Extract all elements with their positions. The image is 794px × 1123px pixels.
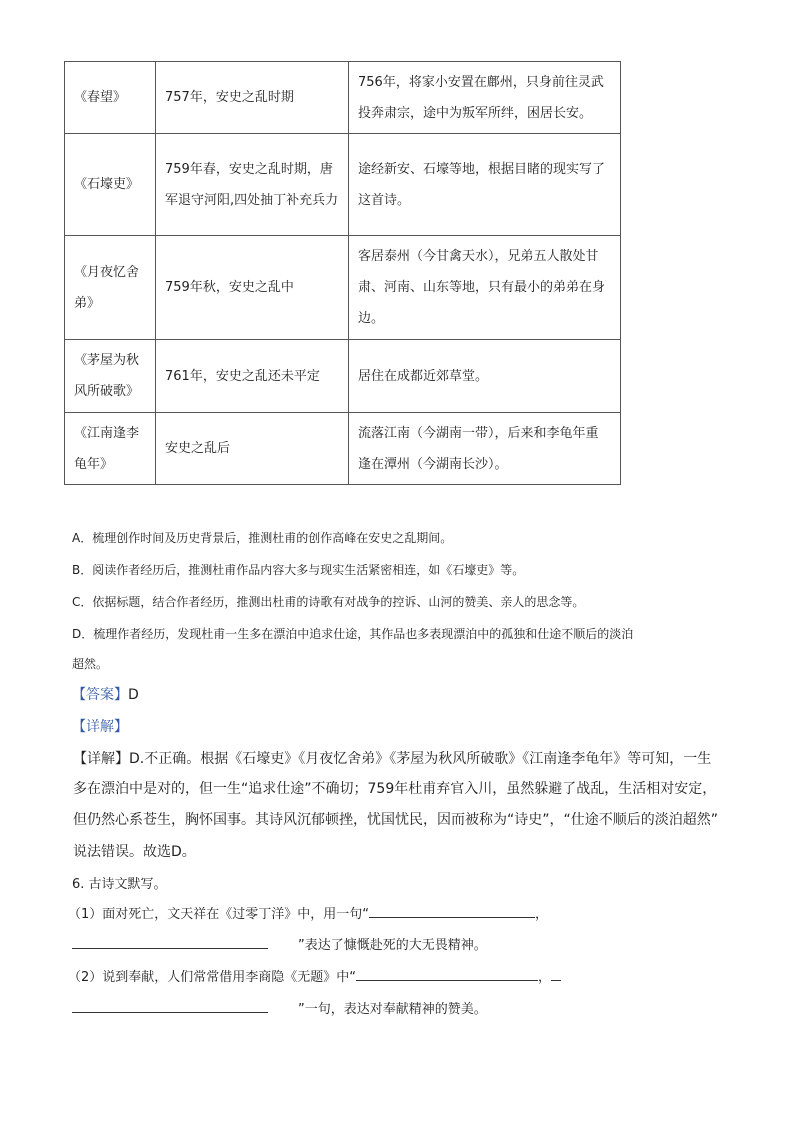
answer-blank[interactable] bbox=[551, 966, 561, 981]
experience-cell: 756年，将家小安置在鄜州，只身前往灵武投奔肃宗，途中为叛军所绊，困居长安。 bbox=[349, 62, 621, 134]
table-row bbox=[65, 62, 621, 134]
question-6-2-tail: ”一句，表达对奉献精神的赞美。 bbox=[298, 1002, 487, 1017]
table-row bbox=[65, 340, 621, 413]
answer-blank[interactable] bbox=[356, 966, 538, 981]
question-6-2-line2 bbox=[72, 998, 487, 1017]
option-c: C．依据标题，结合作者经历，推测出杜甫的诗歌有对战争的控诉、山河的赞美、亲人的思念等。 bbox=[72, 595, 585, 609]
answer-blank[interactable] bbox=[72, 934, 268, 949]
time-cell: 761年，安史之乱还未平定 bbox=[156, 340, 349, 413]
time-cell: 安史之乱后 bbox=[156, 413, 349, 485]
table-row bbox=[65, 134, 621, 236]
poem-title-cell: 《月夜忆舍弟》 bbox=[65, 236, 156, 340]
poem-title-cell: 《石壕吏》 bbox=[65, 134, 156, 236]
background-table bbox=[64, 61, 621, 485]
question-6-2-prompt: （2）说到奉献，人们常常借用李商隐《无题》中“ bbox=[68, 970, 357, 985]
answer-blank[interactable] bbox=[72, 998, 268, 1013]
table-row bbox=[65, 236, 621, 340]
explain-line-2: 多在漂泊中是对的，但一生“追求仕途”不确切；759年杜甫弃官入川，虽然躲避了战乱，生活相对安定， bbox=[73, 781, 717, 797]
experience-cell: 客居泰州（今甘禽天水），兄弟五人散处甘肃、河南、山东等地，只有最小的弟弟在身边。 bbox=[349, 236, 621, 340]
time-cell: 757年，安史之乱时期 bbox=[156, 62, 349, 134]
explain-line-3: 但仍然心系苍生，胸怀国事。其诗风沉郁顿挫，忧国忧民，因而被称为“诗史”，“仕途不顺后的淡泊超然” bbox=[73, 812, 719, 828]
poem-title-cell: 《江南逢李龟年》 bbox=[65, 413, 156, 485]
explain-heading: 【详解】 bbox=[72, 719, 128, 735]
answer-value: D bbox=[128, 687, 139, 703]
comma: ， bbox=[535, 907, 549, 922]
time-cell: 759年春，安史之乱时期，唐军退守河阳,四处抽丁补充兵力 bbox=[156, 134, 349, 236]
answer-tag: 【答案】 bbox=[72, 687, 128, 703]
table-row bbox=[65, 413, 621, 485]
experience-cell: 流落江南（今湖南一带），后来和李龟年重逢在潭州（今湖南长沙）。 bbox=[349, 413, 621, 485]
option-b: B．阅读作者经历后，推测杜甫作品内容大多与现实生活紧密相连，如《石壕吏》等。 bbox=[72, 563, 525, 577]
option-a: A．梳理创作时间及历史背景后，推测杜甫的创作高峰在安史之乱期间。 bbox=[72, 531, 453, 545]
answer-line bbox=[72, 684, 139, 704]
explain-line-1: 【详解】D.不正确。根据《石壕吏》《月夜忆舍弟》《茅屋为秋风所破歌》《江南逢李龟年》等可知，一生 bbox=[73, 751, 712, 767]
time-cell: 759年秋，安史之乱中 bbox=[156, 236, 349, 340]
answer-blank[interactable] bbox=[369, 903, 535, 918]
comma: ， bbox=[538, 970, 552, 985]
poem-title-cell: 《春望》 bbox=[65, 62, 156, 134]
explain-line-4: 说法错误。故选D。 bbox=[73, 844, 196, 860]
poem-title-cell: 《茅屋为秋风所破歌》 bbox=[65, 340, 156, 413]
option-d-line1: D．梳理作者经历，发现杜甫一生多在漂泊中追求仕途，其作品也多表现漂泊中的孤独和仕途不顺后的淡泊 bbox=[72, 627, 634, 641]
question-6-2-line1 bbox=[68, 966, 561, 985]
question-6-1-tail: ”表达了慷慨赴死的大无畏精神。 bbox=[298, 938, 487, 953]
experience-cell: 途经新安、石壕等地，根据目睹的现实写了这首诗。 bbox=[349, 134, 621, 236]
question-6-title: 6. 古诗文默写。 bbox=[72, 877, 167, 892]
question-6-1-prompt: （1）面对死亡，文天祥在《过零丁洋》中，用一句“ bbox=[68, 907, 370, 922]
experience-cell: 居住在成都近郊草堂。 bbox=[349, 340, 621, 413]
option-d-line2: 超然。 bbox=[72, 657, 109, 671]
question-6-1-line2 bbox=[72, 934, 487, 953]
question-6-1-line1 bbox=[68, 903, 548, 922]
